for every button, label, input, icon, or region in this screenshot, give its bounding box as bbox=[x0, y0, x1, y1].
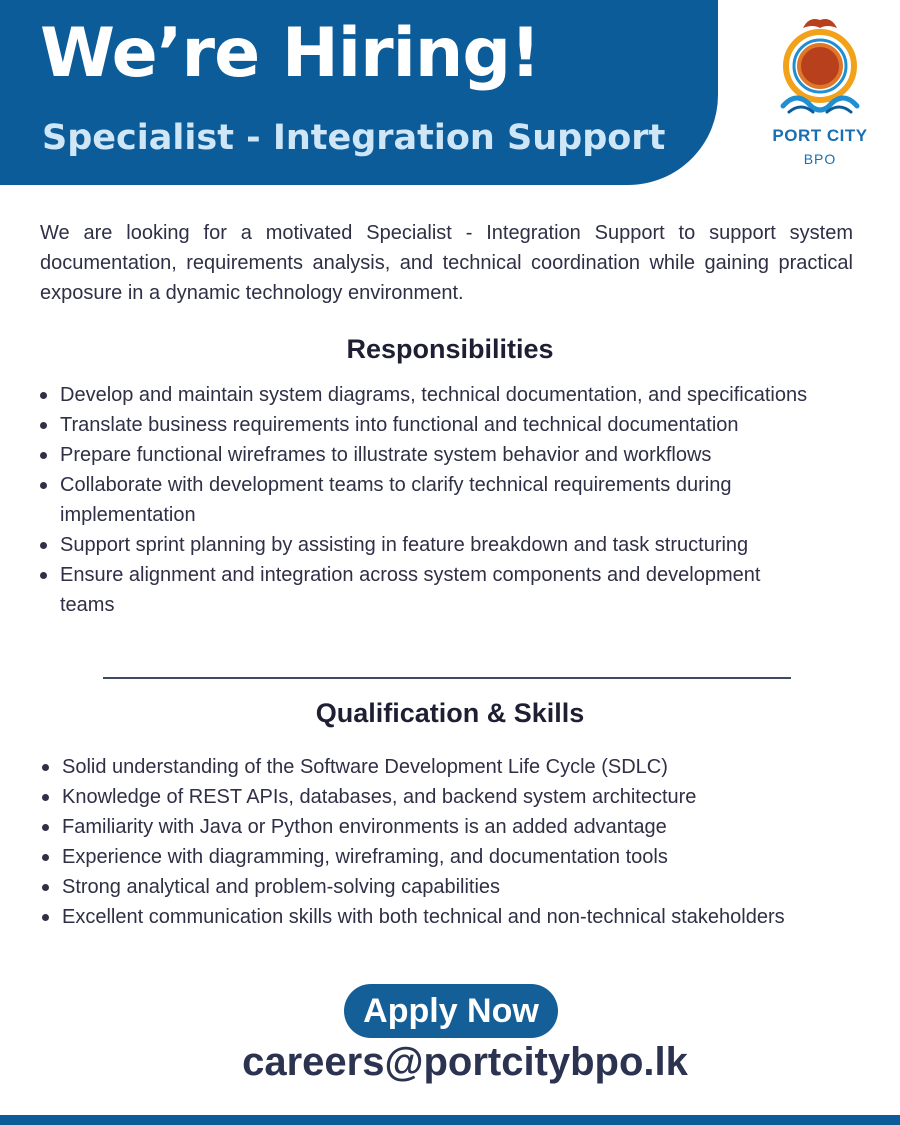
responsibilities-list bbox=[38, 380, 818, 620]
brand-name: PORT CITY bbox=[772, 126, 868, 145]
list-item: Support sprint planning by assisting in feature breakdown and task structuring bbox=[38, 530, 818, 560]
section-divider bbox=[103, 677, 791, 679]
brand-subtitle: BPO bbox=[803, 151, 837, 167]
company-logo bbox=[760, 14, 880, 174]
port-city-bpo-logo-icon bbox=[775, 14, 865, 126]
header-banner bbox=[0, 0, 718, 185]
list-item: Familiarity with Java or Python environments is an added advantage bbox=[40, 812, 870, 842]
list-item: Collaborate with development teams to clarify technical requirements during implementation bbox=[38, 470, 818, 530]
list-item: Knowledge of REST APIs, databases, and backend system architecture bbox=[40, 782, 870, 812]
list-item: Excellent communication skills with both technical and non-technical stakeholders bbox=[40, 902, 870, 932]
list-item: Develop and maintain system diagrams, technical documentation, and specifications bbox=[38, 380, 818, 410]
list-item: Strong analytical and problem-solving capabilities bbox=[40, 872, 870, 902]
apply-now-button[interactable]: Apply Now bbox=[344, 984, 558, 1038]
list-item: Prepare functional wireframes to illustrate system behavior and workflows bbox=[38, 440, 818, 470]
list-item: Solid understanding of the Software Development Life Cycle (SDLC) bbox=[40, 752, 870, 782]
job-title: Specialist - Integration Support bbox=[42, 118, 666, 158]
footer-bar bbox=[0, 1115, 900, 1125]
qualifications-list bbox=[40, 752, 870, 932]
list-item: Translate business requirements into functional and technical documentation bbox=[38, 410, 818, 440]
list-item: Ensure alignment and integration across system components and development teams bbox=[38, 560, 818, 620]
list-item: Experience with diagramming, wireframing, and documentation tools bbox=[40, 842, 870, 872]
responsibilities-heading: Responsibilities bbox=[346, 334, 554, 364]
qualifications-heading: Qualification & Skills bbox=[315, 698, 585, 728]
intro-paragraph: We are looking for a motivated Specialist - Integration Support to support system documentation, requirements analysis, and technical coordination while gaining practical exposure in a dynamic technology environment. bbox=[40, 222, 853, 304]
page-title: We’re Hiring! bbox=[40, 14, 541, 93]
contact-email-link[interactable]: careers@portcitybpo.lk bbox=[242, 1040, 688, 1084]
